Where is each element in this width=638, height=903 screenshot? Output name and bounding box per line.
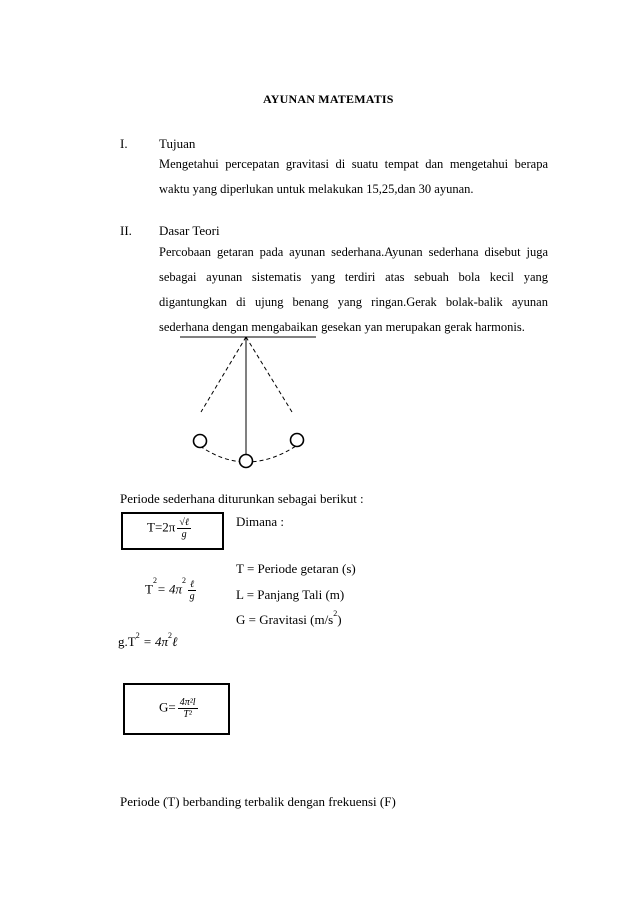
formula-3-c: ℓ <box>172 634 178 649</box>
formula-gravity <box>159 697 198 720</box>
formula-period-numerator: √ℓ <box>179 517 189 528</box>
pendulum-string-right <box>246 337 292 412</box>
formula-period-lhs: T=2π <box>147 519 176 535</box>
page-title: AYUNAN MATEMATIS <box>263 92 394 106</box>
paragraph-line: Mengetahui percepatan gravitasi di suatu tempat dan mengetahui berapa <box>159 157 548 171</box>
legend-period: T = Periode getaran (s) <box>236 561 356 576</box>
formula-3-a: g.T <box>118 634 136 649</box>
legend-heading: Dimana : <box>236 514 285 529</box>
formula-3-exp: 2 <box>135 631 140 640</box>
formula-2-t: T <box>145 581 153 597</box>
formula-3-exp2: 2 <box>168 631 172 640</box>
formula-gravity-numerator: 4π²l <box>179 697 196 708</box>
formula-2-numerator: ℓ <box>190 579 195 590</box>
formula-gravity-lhs: G= <box>159 699 176 715</box>
formula-2-exp: 2 <box>152 576 157 585</box>
formula-period-squared <box>145 576 196 602</box>
legend-gravity-exponent: 2 <box>333 609 338 618</box>
formula-gt-squared <box>118 631 178 650</box>
legend-gravity-text: G = Gravitasi (m/s <box>236 612 334 627</box>
formula-period-denominator: g <box>181 529 187 540</box>
formula-2-denominator: g <box>189 591 195 602</box>
section-heading-1: Tujuan <box>159 136 196 151</box>
formula-gravity-denominator: T² <box>183 709 192 720</box>
pendulum-bob-left <box>194 435 207 448</box>
paragraph-line: sebagai ayunan sistematis yang terdiri atas sebuah bola kecil yang <box>159 270 548 284</box>
section-heading-2: Dasar Teori <box>159 223 220 238</box>
paragraph-line: Percobaan getaran pada ayunan sederhana.Ayunan sederhana disebut juga <box>159 245 548 259</box>
closing-statement: Periode (T) berbanding terbalik dengan frekuensi (F) <box>120 794 396 809</box>
formula-3-b: = 4π <box>139 634 168 649</box>
paragraph-line: digantungkan di ujung benang yang ringan.Gerak bolak-balik ayunan <box>159 295 548 309</box>
pendulum-bob-center <box>240 455 253 468</box>
paragraph-line: waktu yang diperlukan untuk melakukan 15,25,dan 30 ayunan. <box>159 182 474 196</box>
formula-2-mid: = 4π <box>156 581 182 597</box>
pendulum-string-left <box>201 337 246 412</box>
legend-gravity <box>236 609 342 628</box>
derivation-intro: Periode sederhana diturunkan sebagai berikut : <box>120 491 364 506</box>
pendulum-bob-right <box>291 434 304 447</box>
section-number-2: II. <box>120 223 132 238</box>
section-number-1: I. <box>120 136 128 151</box>
legend-length: L = Panjang Tali (m) <box>236 587 345 602</box>
paragraph-line: sederhana dengan mengabaikan gesekan yan merupakan gerak harmonis. <box>159 320 525 334</box>
formula-2-exp2: 2 <box>182 576 186 585</box>
formula-period <box>147 517 191 540</box>
legend-gravity-close: ) <box>337 612 342 627</box>
